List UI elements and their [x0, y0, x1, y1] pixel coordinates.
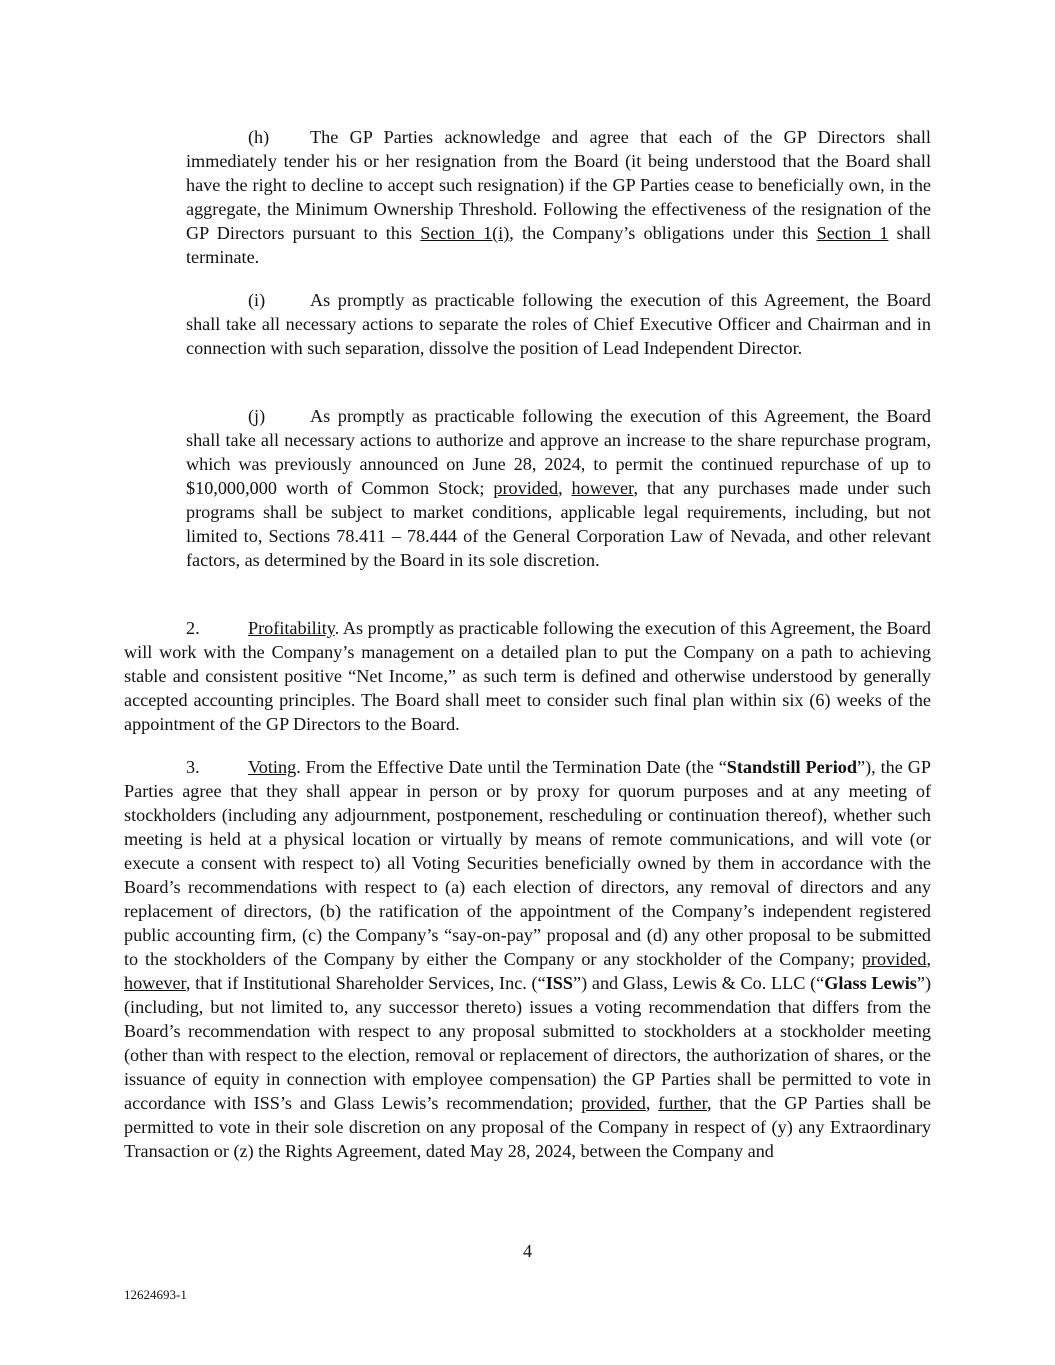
provided-term-1: provided: [861, 949, 927, 969]
section-2-number: 2.: [186, 618, 200, 638]
section-3-paragraph: [124, 755, 931, 1163]
section-2-heading: Profitability: [248, 618, 335, 638]
section-j-number: (j): [248, 406, 266, 426]
section-3-comma-1: ,: [926, 949, 931, 969]
further-term: further: [658, 1093, 707, 1113]
section-3-heading: Voting: [248, 757, 297, 777]
section-1-reference: Section 1: [816, 223, 889, 243]
section-3-comma-2: ,: [645, 1093, 659, 1113]
section-3-text-6: , that the GP Parties shall be permitted to vote in their sole discretion on any proposal of the Company in respect of (y) any Extraordinary Transaction or (z) the Rights Agreement, dated May 28, 2024, between the Company and: [124, 1093, 932, 1161]
section-j-text-1: As promptly as practicable following the execution of this Agreement, the Board shall take all necessary actions to authorize and approve an increase to the share repurchase program, which was previously announced on June 28, 2024, to permit the continued repurchase of up to $10,000,000 worth of Common Stock;: [186, 406, 931, 498]
section-i-paragraph: [186, 288, 931, 360]
provided-term: provided: [493, 478, 559, 498]
page-number: 4: [522, 1241, 533, 1261]
section-i-text: As promptly as practicable following the execution of this Agreement, the Board shall take all necessary actions to separate the roles of Chief Executive Officer and Chairman and in connection with such separation, dissolve the position of Lead Independent Director.: [186, 290, 931, 358]
section-2-text: . As promptly as practicable following the execution of this Agreement, the Board will work with the Company’s management on a detailed plan to put the Company on a path to achieving stable and consistent positive “Net Income,” as such term is defined and otherwise understood by generally accepted accounting principles. The Board shall meet to consider such final plan within six (6) weeks of the appointment of the GP Directors to the Board.: [124, 618, 931, 734]
section-h-text-3: shall terminate.: [186, 223, 931, 267]
iss-term: ISS: [545, 973, 573, 993]
section-2-paragraph: [124, 616, 931, 736]
section-3-text-5: ”) (including, but not limited to, any successor thereto) issues a voting recommendation that differs from the Board’s recommendation with respect to any proposal submitted to stockholders at a stockholder meeting (other than with respect to the election, removal or replacement of directors, the authorization of shares, or the issuance of equity in connection with employee compensation) the GP Parties shall be permitted to vote in accordance with ISS’s and Glass Lewis’s recommendation;: [124, 973, 932, 1113]
however-term: however: [124, 973, 186, 993]
section-h-text-1: The GP Parties acknowledge and agree that each of the GP Directors shall immediately tender his or her resignation from the Board (it being understood that the Board shall have the right to decline to accept such resignation) if the GP Parties cease to beneficially own, in the aggregate, the Minimum Ownership Threshold. Following the effectiveness of the resignation of the GP Directors pursuant to this: [186, 127, 931, 243]
however-term: however: [571, 478, 634, 498]
section-h-text-2: , the Company’s obligations under this: [509, 223, 817, 243]
section-3-number: 3.: [186, 757, 200, 777]
section-j-paragraph: [186, 404, 931, 572]
section-3-text-2: ”), the GP Parties agree that they shall appear in person or by proxy for quorum purposes and at any meeting of stockholders (including any adjournment, postponement, rescheduling or continuation thereof), whether such meeting is held at a physical location or virtually by means of remote communications, and will vote (or execute a consent with respect to) all Voting Securities beneficially owned by them in accordance with the Board’s recommendations with respect to (a) each election of directors, any removal of directors and any replacement of directors, (b) the ratification of the appointment of the Company’s independent registered public accounting firm, (c) the Company’s “say-on-pay” proposal and (d) any other proposal to be submitted to the stockholders of the Company by either the Company or any stockholder of the Company;: [124, 757, 931, 969]
section-i-number: (i): [248, 290, 266, 310]
section-1i-reference: Section 1(i): [420, 223, 510, 243]
section-3-text-1: . From the Effective Date until the Termination Date (the “: [296, 757, 727, 777]
section-h-paragraph: [186, 125, 931, 269]
glass-lewis-term: Glass Lewis: [824, 973, 917, 993]
document-id: 12624693-1: [124, 1287, 187, 1302]
section-j-text-2: , that any purchases made under such programs shall be subject to market conditions, applicable legal requirements, including, but not limited to, Sections 78.411 – 78.444 of the General Corporation Law of Nevada, and other relevant factors, as determined by the Board in its sole discretion.: [186, 478, 931, 570]
section-j-comma: ,: [558, 478, 572, 498]
provided-term-2: provided: [581, 1093, 646, 1113]
section-h-number: (h): [248, 127, 270, 147]
section-3-text-3: , that if Institutional Shareholder Services, Inc. (“: [185, 973, 546, 993]
standstill-period-term: Standstill Period: [726, 757, 857, 777]
section-3-text-4: ”) and Glass, Lewis & Co. LLC (“: [573, 973, 825, 993]
